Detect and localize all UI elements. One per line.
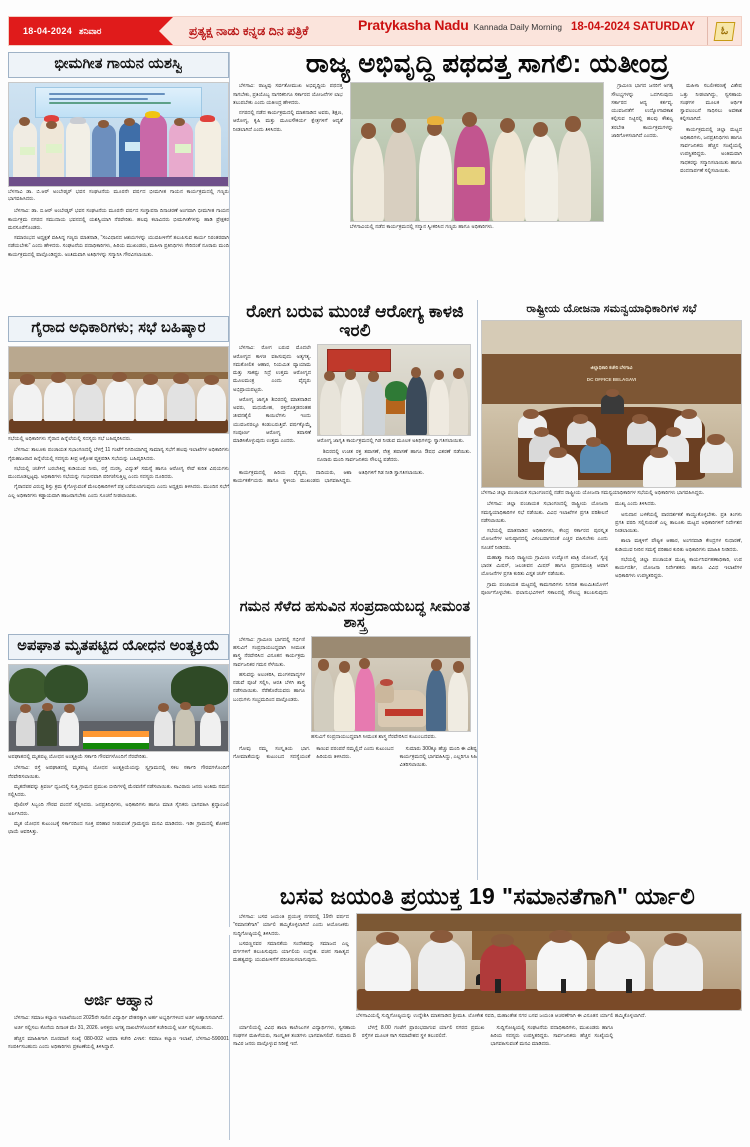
rashtriya-para-0: ಬೆಳಗಾವಿ: ಜಿಲ್ಲಾ ಪಂಚಾಯತ ಸಭಾಂಗಣದಲ್ಲಿ ರಾಷ್ಟ್ರೀಯ ಯೋಜನಾ ಸಮನ್ವಯಾಧಿಕಾರಿಗಳ ಸಭೆ ನಡೆಯಿತು. ವಿವಿಧ ಇಲಾಖೆಗಳ ಪ್ರಗತಿ ಪರಿಶೀಲನೆ ನಡೆಸಲಾಯಿತು.: [481, 501, 608, 524]
dc-office-board-line1: ಜಿಲ್ಲಾಧಿಕಾರಿ ಕಚೇರಿ ಬೆಳಗಾವಿ: [590, 365, 633, 371]
masthead-spacer: [308, 17, 358, 45]
bhimageeta-heading-text: ಭೀಮಗೀತ ಗಾಯನ ಯಶಸ್ವಿ: [54, 56, 183, 72]
bhimageeta-body: [8, 207, 229, 259]
roga-para-3: ಕಾರ್ಯಕ್ರಮದಲ್ಲಿ ಹಿರಿಯ ವೈದ್ಯರು, ದಾದಿಯರು, ಆಶಾ ಕಾರ್ಯಕರ್ತೆಯರು ಹಾಗೂ ಸ್ಥಳೀಯ ಮುಖಂಡರು ಭಾಗವಹಿಸಿದ್ದರು. ಅತಿಥಿಗಳಿಗೆ ಗಿಡ ನೀಡಿ ಸ್ವಾಗತಿಸಲಾಯಿತು.: [233, 469, 425, 484]
masthead-brand: [358, 17, 707, 45]
basava-para-1: ಬಸವಣ್ಣನವರ ಸಮಾನತೆಯ ಸಂದೇಶವನ್ನು ಸಮಾಜದ ಎಲ್ಲ ವರ್ಗಗಳಿಗೆ ತಲುಪಿಸುವುದು ರ್ಯಾಲಿಯ ಉದ್ದೇಶ. ವಚನ ಸಾಹಿತ್ಯದ ಮಹತ್ವವನ್ನು ಯುವಪೀಳಿಗೆಗೆ ಪರಿಚಯಿಸಲಾಗುವುದು.: [233, 940, 349, 964]
rashtriya-para-6: ಸಭೆಯಲ್ಲಿ ಜಿಲ್ಲಾ ಪಂಚಾಯತ ಮುಖ್ಯ ಕಾರ್ಯನಿರ್ವಹಣಾಧಿಕಾರಿ, ಉಪ ಕಾರ್ಯದರ್ಶಿ, ಯೋಜನಾ ನಿರ್ದೇಶಕರು ಹಾಗೂ ವಿವಿಧ ಇಲಾಖೆಗಳ ಅಧಿಕಾರಿಗಳು ಉಪಸ್ಥಿತರಿದ್ದರು.: [615, 556, 742, 580]
rashtriya-body: [481, 500, 742, 597]
article-apaghata: [8, 634, 229, 838]
gamana-col-1: [233, 636, 305, 742]
main-headline: ರಾಜ್ಯ ಅಭಿವೃದ್ಧಿ ಪಥದತ್ತ ಸಾಗಲಿ: ಯತೀಂದ್ರ: [305, 48, 670, 78]
apaghata-heading-text: ಅಪಘಾತ ಮೃತಪಟ್ಟಿದ ಯೋಧನ ಅಂತ್ಯಕ್ರಿಯೆ: [17, 638, 220, 654]
gamana-grid: [233, 636, 477, 742]
photo-bhimageeta: [8, 82, 229, 187]
rashtriya-para-4: ಅನುದಾನ ಬಳಕೆಯಲ್ಲಿ ಪಾರದರ್ಶಕತೆ ಕಾಯ್ದುಕೊಳ್ಳಬೇಕು. ಪ್ರತಿ ತಿಂಗಳು ಪ್ರಗತಿ ವರದಿ ಸಲ್ಲಿಸುವಂತೆ ಎಲ್ಲ ತಾಲೂಕು ಮಟ್ಟದ ಅಧಿಕಾರಿಗಳಿಗೆ ನಿರ್ದೇಶನ ನೀಡಲಾಯಿತು.: [615, 511, 742, 535]
gamana-col-rest: [233, 745, 477, 770]
article-gamana: [233, 600, 477, 769]
roga-para-1: ಆರೋಗ್ಯ ಜಾಗೃತಿ ಶಿಬಿರದಲ್ಲಿ ಮಾತನಾಡಿದ ಅವರು, ಮಧುಮೇಹ, ರಕ್ತದೊತ್ತಡದಂತಹ ಜೀವನಶೈಲಿ ಕಾಯಿಲೆಗಳು ಇಂದು ಯುವಜನರಲ್ಲೂ ಕಂಡುಬರುತ್ತಿವೆ. ವರ್ಷಕ್ಕೊಮ್ಮೆ ಸಂಪೂರ್ಣ ಆರೋಗ್ಯ ತಪಾಸಣೆ ಮಾಡಿಸಿಕೊಳ್ಳುವುದು ಉತ್ತಮ ಎಂದರು.: [233, 396, 311, 445]
arji-heading: ಅರ್ಜಿ ಆಹ್ವಾನ: [84, 992, 153, 1009]
gamana-para-0: ಬೆಳಗಾವಿ: ಗ್ರಾಮೀಣ ಭಾಗದಲ್ಲಿ ಗರ್ಭಿಣಿ ಹಸುವಿಗೆ ಸಂಪ್ರದಾಯಬದ್ಧವಾಗಿ ಸೀಮಂತ ಶಾಸ್ತ್ರ ನೆರವೇರಿಸಿದ ವಿನೂತನ ಕಾರ್ಯಕ್ರಮ ಸಾರ್ವಜನಿಕರ ಗಮನ ಸೆಳೆಯಿತು.: [233, 636, 305, 668]
stage-banner: [35, 87, 201, 118]
apaghata-heading: [8, 634, 229, 660]
photo-main-caption: ಬೆಳಗಾವಿಯಲ್ಲಿ ನಡೆದ ಕಾರ್ಯಕ್ರಮದಲ್ಲಿ ಸನ್ಮಾನ ಸ್ವೀಕರಿಸಿದ ಗಣ್ಯರು ಹಾಗೂ ಅಧಿಕಾರಿಗಳು.: [349, 224, 494, 231]
masthead-logo: [707, 17, 741, 45]
gairada-body: [8, 446, 229, 500]
apaghata-body: [8, 764, 229, 836]
basava-photo-wrap: [356, 913, 742, 1021]
photo-apaghata: [8, 664, 229, 752]
basava-para-3: ಬೆಳಗ್ಗೆ 8.00 ಗಂಟೆಗೆ ಪ್ರಾರಂಭವಾಗುವ ರ್ಯಾಲಿ ನಗರದ ಪ್ರಮುಖ ರಸ್ತೆಗಳ ಮೂಲಕ ಸಾಗಿ ಸಮಾವೇಶದ ಸ್ಥಳ ತಲುಪಲಿದೆ.: [361, 1024, 485, 1040]
main-para-3: ಮಹಿಳಾ ಸಬಲೀಕರಣಕ್ಕೆ ವಿಶೇಷ ಒತ್ತು ನೀಡಲಾಗಿದ್ದು, ಸ್ವಸಹಾಯ ಸಂಘಗಳ ಮೂಲಕ ಆರ್ಥಿಕ ಸ್ವಾವಲಂಬನೆ ಸಾಧಿಸಲು ಅವಕಾಶ ಕಲ್ಪಿಸಲಾಗಿದೆ.: [680, 83, 743, 123]
photo-gamana-caption: ಹಸುವಿಗೆ ಸಂಪ್ರದಾಯಬದ್ಧವಾಗಿ ಸೀಮಂತ ಶಾಸ್ತ್ರ ನೆರವೇರಿಸಿದ ಕುಟುಂಬದವರು.: [311, 733, 437, 740]
gamana-para-1: ಹಸುವನ್ನು ಅಲಂಕರಿಸಿ, ಮಂಗಳವಾದ್ಯಗಳ ನಡುವೆ ಪೂಜೆ ಸಲ್ಲಿಸಿ, ಆರತಿ ಬೆಳಗಿ ಶಾಸ್ತ್ರ ನಡೆಸಲಾಯಿತು. ನೆರೆಹೊರೆಯವರು ಹಾಗೂ ಬಂಧುಗಳು ಸಂಭ್ರಮದಿಂದ ಪಾಲ್ಗೊಂಡರು.: [233, 671, 305, 703]
masthead: [8, 16, 742, 46]
photo-bhimageeta-caption: ಬೆಳಗಾವಿ ಡಾ. ಬಿ.ಆರ್ ಅಂಬೇಡ್ಕರ್ ಭವನ ಸಂಘಟನೆಯ ಮೂರನೇ ವರ್ಷದ ಭೀಮಗೀತ ಗಾಯನ ಕಾರ್ಯಕ್ರಮದಲ್ಲಿ ಗಣ್ಯರು ಭಾಗವಹಿಸಿದರು.: [8, 188, 229, 203]
masthead-date-badge: [9, 17, 159, 45]
main-col-4: [680, 82, 742, 232]
main-photo-wrap: [350, 82, 604, 232]
photo-apaghata-caption: ಅಪಘಾತದಲ್ಲಿ ಮೃತಪಟ್ಟ ಯೋಧನ ಅಂತ್ಯಕ್ರಿಯೆ ಸರ್ಕಾರಿ ಗೌರವಗಳೊಂದಿಗೆ ನೆರವೇರಿತು.: [8, 753, 148, 760]
roga-col-1: [233, 344, 311, 466]
basava-body-rest: [233, 1024, 742, 1049]
gairada-heading: [8, 316, 229, 342]
apaghata-para-0: ಬೆಳಗಾವಿ: ರಸ್ತೆ ಅಪಘಾತದಲ್ಲಿ ಮೃತಪಟ್ಟ ಯೋಧನ ಅಂತ್ಯಕ್ರಿಯೆಯನ್ನು ಸ್ವಗ್ರಾಮದಲ್ಲಿ ಸಕಲ ಸರ್ಕಾರಿ ಗೌರವಗಳೊಂದಿಗೆ ನೆರವೇರಿಸಲಾಯಿತು.: [8, 765, 229, 780]
masthead-brand-subtitle: Kannada Daily Morning: [473, 22, 562, 32]
photo-gamana: [311, 636, 471, 732]
rashtriya-para-2: ಮಹಾತ್ಮಾ ಗಾಂಧಿ ರಾಷ್ಟ್ರೀಯ ಗ್ರಾಮೀಣ ಉದ್ಯೋಗ ಖಾತ್ರಿ ಯೋಜನೆ, ಸ್ವಚ್ಛ ಭಾರತ ಮಿಷನ್, ಜಲಜೀವನ ಮಿಷನ್ ಹಾಗೂ ಪ್ರಧಾನಮಂತ್ರಿ ಆವಾಸ ಯೋಜನೆಗಳ ಪ್ರಗತಿ ಕುರಿತು ವಿಸ್ತೃತ ಚರ್ಚೆ ನಡೆಯಿತು.: [481, 554, 608, 578]
roga-grid: [233, 344, 477, 466]
roga-col-3: [233, 469, 477, 486]
main-col-1: [233, 82, 343, 232]
photo-gairada: [8, 346, 229, 434]
dc-office-board-line2: DC OFFICE BELAGAVI: [586, 377, 637, 383]
arji-body: [8, 1014, 229, 1051]
roga-para-0: ಬೆಳಗಾವಿ: ರೋಗ ಬರುವ ಮೊದಲೇ ಆರೋಗ್ಯದ ಕಾಳಜಿ ವಹಿಸುವುದು ಅತ್ಯಗತ್ಯ. ಸಮತೋಲಿತ ಆಹಾರ, ನಿಯಮಿತ ವ್ಯಾಯಾಮ ಮತ್ತು ಸಾಕಷ್ಟು ನಿದ್ರೆ ಉತ್ತಮ ಆರೋಗ್ಯದ ಮೂಲಮಂತ್ರ ಎಂದು ವೈದ್ಯರು ಅಭಿಪ್ರಾಯಪಟ್ಟರು.: [233, 345, 311, 393]
main-para-1: ನಗರದಲ್ಲಿ ನಡೆದ ಕಾರ್ಯಕ್ರಮದಲ್ಲಿ ಮಾತನಾಡಿದ ಅವರು, ಶಿಕ್ಷಣ, ಆರೋಗ್ಯ, ಕೃಷಿ ಮತ್ತು ಮೂಲಸೌಕರ್ಯ ಕ್ಷೇತ್ರಗಳಿಗೆ ಆದ್ಯತೆ ನೀಡಲಾಗಿದೆ ಎಂದು ತಿಳಿಸಿದರು.: [233, 110, 343, 133]
arji-para-0: ಬೆಳಗಾವಿ: ಸಮಾಜ ಕಲ್ಯಾಣ ಇಲಾಖೆಯಿಂದ 2025ನೇ ಸಾಲಿನ ವಿದ್ಯಾರ್ಥಿ ವೇತನಕ್ಕಾಗಿ ಅರ್ಹ ಅಭ್ಯರ್ಥಿಗಳಿಂದ ಅರ್ಜಿ ಆಹ್ವಾನಿಸಲಾಗಿದೆ.: [14, 1015, 224, 1021]
roga-para-2: ಶಿಬಿರದಲ್ಲಿ ಉಚಿತ ರಕ್ತ ತಪಾಸಣೆ, ನೇತ್ರ ತಪಾಸಣೆ ಹಾಗೂ ಔಷಧ ವಿತರಣೆ ನಡೆಯಿತು. ನೂರಾರು ಮಂದಿ ಸಾರ್ವಜನಿಕರು ಸೌಲಭ್ಯ ಪಡೆದರು.: [317, 449, 471, 464]
arji-para-2: ಹೆಚ್ಚಿನ ಮಾಹಿತಿಗಾಗಿ ದೂರವಾಣಿ ಸಂಖ್ಯೆ 080-002 ಅಥವಾ ಕಚೇರಿ ವಿಳಾಸ: ಸಮಾಜ ಕಲ್ಯಾಣ ಇಲಾಖೆ, ಬೆಳಗಾವಿ-590001 ಸಂಪರ್ಕಿಸಬಹುದು ಎಂದು ಅಧಿಕಾರಿಗಳು ಪ್ರಕಟಣೆಯಲ್ಲಿ ತಿಳಿಸಿದ್ದಾರೆ.: [8, 1035, 229, 1050]
photo-rashtriya: [481, 320, 742, 488]
masthead-kannada-tagline: ಪ್ರತ್ಯಕ್ಷ ನಾಡು ಕನ್ನಡ ದಿನ ಪತ್ರಿಕೆ: [189, 23, 309, 38]
column-divider-2: [477, 300, 478, 880]
main-col-3: [611, 82, 673, 232]
gamana-heading: ಗಮನ ಸೆಳೆದ ಹಸುವಿನ ಸಂಪ್ರದಾಯಬದ್ಧ ಸೀಮಂತ ಶಾಸ್ತ್ರ: [239, 599, 471, 631]
basava-para-0: ಬೆಳಗಾವಿ: ಬಸವ ಜಯಂತಿ ಪ್ರಯುಕ್ತ ನಗರದಲ್ಲಿ 19ನೇ ವರ್ಷದ "ಸಮಾನತೆಗಾಗಿ" ರ್ಯಾಲಿ ಹಮ್ಮಿಕೊಳ್ಳಲಾಗಿದೆ ಎಂದು ಆಯೋಜಕರು ಸುದ್ದಿಗೋಷ್ಠಿಯಲ್ಲಿ ತಿಳಿಸಿದರು.: [233, 914, 349, 937]
article-arji: [8, 988, 229, 1053]
roga-heading: ರೋಗ ಬರುವ ಮುಂಚೆ ಆರೋಗ್ಯ ಕಾಳಜಿ ಇರಲಿ: [246, 302, 464, 340]
gamana-photo-wrap: [311, 636, 471, 742]
apaghata-para-3: ಮೃತ ಯೋಧನ ಕುಟುಂಬಕ್ಕೆ ಸರ್ಕಾರದಿಂದ ಸೂಕ್ತ ಪರಿಹಾರ ನೀಡುವಂತೆ ಗ್ರಾಮಸ್ಥರು ಮನವಿ ಮಾಡಿದರು. ಇಡೀ ಗ್ರಾಮದಲ್ಲಿ ಶೋಕದ ಛಾಯೆ ಆವರಿಸಿತ್ತು.: [8, 820, 229, 836]
photo-basava-caption: ಬೆಳಗಾವಿಯಲ್ಲಿ ಸುದ್ದಿಗೋಷ್ಠಿಯನ್ನು ಉದ್ದೇಶಿಸಿ ಮಾತನಾಡಿದ ಶ್ರೀಮತಿ. ಲೋಕೇಶ ಸವದಿ, ಮಹಾಂತೇಶ ನಗರ ಬಸವ ಜಯಂತಿ ಆಚರಣೆಗಾಗಿ ಈ ವಿನೂತನ ರ್ಯಾಲಿ ಹಮ್ಮಿಕೊಳ್ಳಲಾಗಿದೆ.: [356, 1013, 646, 1020]
column-divider-3: [229, 935, 230, 1140]
column-divider-1: [229, 52, 230, 927]
roga-photo-wrap: [317, 344, 471, 466]
article-rashtriya: [481, 303, 742, 597]
photo-roga-caption: ಆರೋಗ್ಯ ಜಾಗೃತಿ ಕಾರ್ಯಕ್ರಮದಲ್ಲಿ ಗಿಡ ನೀಡುವ ಮೂಲಕ ಅತಿಥಿಗಳನ್ನು ಸ್ವಾಗತಿಸಲಾಯಿತು.: [317, 438, 465, 445]
gairada-para-2: ಗೈರಾದವರ ವಿರುದ್ಧ ಶಿಸ್ತು ಕ್ರಮ ಕೈಗೊಳ್ಳುವಂತೆ ಮೇಲಧಿಕಾರಿಗಳಿಗೆ ಪತ್ರ ಬರೆಯಲಾಗುವುದು ಎಂದು ಅಧ್ಯಕ್ಷರು ತಿಳಿಸಿದರು. ಮುಂದಿನ ಸಭೆಗೆ ಎಲ್ಲ ಅಧಿಕಾರಿಗಳು ಕಡ್ಡಾಯವಾಗಿ ಹಾಜರಾಗಬೇಕು ಎಂದು ಸೂಚನೆ ನೀಡಲಾಯಿತು.: [8, 484, 229, 499]
gamana-para-2: ಗೋವು ನಮ್ಮ ಸಂಸ್ಕೃತಿಯ ಭಾಗ. ಗೋಮಾತೆಯನ್ನು ಕುಟುಂಬದ ಸದಸ್ಯೆಯಂತೆ ಕಾಣುವ ಪರಂಪರೆ ನಮ್ಮಲ್ಲಿದೆ ಎಂದು ಕುಟುಂಬದ ಹಿರಿಯರು ತಿಳಿಸಿದರು.: [233, 745, 394, 760]
basava-grid: [233, 913, 742, 1021]
article-gairada: [8, 316, 229, 502]
main-article-grid: [233, 82, 742, 232]
masthead-day: ಶನಿವಾರ: [79, 25, 102, 36]
main-para-0: ಬೆಳಗಾವಿ: ರಾಜ್ಯವು ಸರ್ವತೋಮುಖ ಅಭಿವೃದ್ಧಿಯ ಪಥದತ್ತ ಸಾಗಬೇಕು, ಪ್ರತಿಯೊಬ್ಬ ನಾಗರಿಕನಿಗೂ ಸರ್ಕಾರದ ಯೋಜನೆಗಳ ಲಾಭ ತಲುಪಬೇಕು ಎಂದು ಯತೀಂದ್ರ ಹೇಳಿದರು.: [233, 83, 343, 106]
article-basava: [233, 884, 742, 1049]
masthead-date: 18-04-2024: [23, 26, 73, 36]
roga-col-2-lower: [317, 448, 471, 465]
basava-col-1: [233, 913, 349, 1021]
gairada-para-1: ಸಭೆಯಲ್ಲಿ ಚರ್ಚೆಗೆ ಬರಬೇಕಿದ್ದ ಕುಡಿಯುವ ನೀರು, ರಸ್ತೆ ದುರಸ್ತಿ, ವಿದ್ಯುತ್ ಸಮಸ್ಯೆ ಹಾಗೂ ಆರೋಗ್ಯ ಸೇವೆ ಕುರಿತ ವಿಷಯಗಳು ಮುಂದೂಡಲ್ಪಟ್ಟವು. ಅಧಿಕಾರಿಗಳು ಸಭೆಯನ್ನು ಗಂಭೀರವಾಗಿ ಪರಿಗಣಿಸುತ್ತಿಲ್ಲ ಎಂದು ಸದಸ್ಯರು ದೂರಿದರು.: [8, 465, 229, 481]
photo-gairada-caption: ಸಭೆಯಲ್ಲಿ ಅಧಿಕಾರಿಗಳು ಗೈರಾದ ಹಿನ್ನೆಲೆಯಲ್ಲಿ ಸದಸ್ಯರು ಸಭೆ ಬಹಿಷ್ಕರಿಸಿದರು.: [8, 435, 132, 442]
bhimageeta-para-1: ಸಮಾರಂಭದ ಅಧ್ಯಕ್ಷತೆ ವಹಿಸಿದ್ದ ಗಣ್ಯರು ಮಾತನಾಡಿ, "ಸಂವಿಧಾನದ ಆಶಯಗಳನ್ನು ಯುವಪೀಳಿಗೆಗೆ ತಲುಪಿಸುವ ಕಾರ್ಯ ನಿರಂತರವಾಗಿ ನಡೆಯಬೇಕು" ಎಂದು ಹೇಳಿದರು. ಸಂಘಟನೆಯ ಪದಾಧಿಕಾರಿಗಳು, ಹಿರಿಯ ಮುಖಂಡರು, ಮಹಿಳಾ ಪ್ರತಿನಿಧಿಗಳು ಸೇರಿದಂತೆ ನೂರಾರು ಮಂದಿ ಕಾರ್ಯಕ್ರಮದಲ್ಲಿ ಪಾಲ್ಗೊಂಡಿದ್ದರು. ಅಂತಿಮವಾಗಿ ಅತಿಥಿಗಳನ್ನು ಸನ್ಮಾನಿಸಿ ಗೌರವಿಸಲಾಯಿತು.: [8, 235, 229, 258]
basava-para-2: ರ್ಯಾಲಿಯಲ್ಲಿ ವಿವಿಧ ಶಾಲಾ ಕಾಲೇಜುಗಳ ವಿದ್ಯಾರ್ಥಿಗಳು, ಸ್ವಸಹಾಯ ಸಂಘಗಳ ಮಹಿಳೆಯರು, ಸಾಂಸ್ಕೃತಿಕ ತಂಡಗಳು ಭಾಗವಹಿಸಲಿವೆ. ಸುಮಾರು 8 ಸಾವಿರ ಜನರು ಪಾಲ್ಗೊಳ್ಳುವ ನಿರೀಕ್ಷೆ ಇದೆ.: [233, 1024, 356, 1048]
arji-para-1: ಅರ್ಜಿ ಸಲ್ಲಿಸಲು ಕೊನೆಯ ದಿನಾಂಕ ಮೇ 31, 2026. ಆಸಕ್ತರು ಅಗತ್ಯ ದಾಖಲೆಗಳೊಂದಿಗೆ ಕಚೇರಿಯಲ್ಲಿ ಅರ್ಜಿ ಸಲ್ಲಿಸಬಹುದು.: [14, 1025, 213, 1032]
article-main: [233, 50, 742, 232]
gairada-para-0: ಬೆಳಗಾವಿ: ತಾಲೂಕು ಪಂಚಾಯತ ಸಭಾಂಗಣದಲ್ಲಿ ಬೆಳಗ್ಗೆ 11 ಗಂಟೆಗೆ ನಿಗದಿಯಾಗಿದ್ದ ಸಾಮಾನ್ಯ ಸಭೆಗೆ ಹಲವು ಇಲಾಖೆಗಳ ಅಧಿಕಾರಿಗಳು ಗೈರುಹಾಜರಾದ ಹಿನ್ನೆಲೆಯಲ್ಲಿ ಸದಸ್ಯರು ತೀವ್ರ ಆಕ್ರೋಶ ವ್ಯಕ್ತಪಡಿಸಿ ಸಭೆಯನ್ನು ಬಹಿಷ್ಕರಿಸಿದರು.: [8, 447, 229, 462]
apaghata-para-1: ಮೃತದೇಹವನ್ನು ತ್ರಿವರ್ಣ ಧ್ವಜದಲ್ಲಿ ಸುತ್ತಿ ಗ್ರಾಮದ ಪ್ರಮುಖ ಬೀದಿಗಳಲ್ಲಿ ಮೆರವಣಿಗೆ ನಡೆಸಲಾಯಿತು. ಸಾವಿರಾರು ಜನರು ಅಂತಿಮ ನಮನ ಸಲ್ಲಿಸಿದರು.: [8, 783, 229, 799]
main-para-2: ಗ್ರಾಮೀಣ ಭಾಗದ ಜನರಿಗೆ ಅಗತ್ಯ ಸೌಲಭ್ಯಗಳನ್ನು ಒದಗಿಸುವುದು ಸರ್ಕಾರದ ಆದ್ಯ ಕರ್ತವ್ಯ. ಯುವಜನತೆಗೆ ಉದ್ಯೋಗಾವಕಾಶ ಕಲ್ಪಿಸುವ ನಿಟ್ಟಿನಲ್ಲಿ ಹಲವು ಕೌಶಲ್ಯ ತರಬೇತಿ ಕಾರ್ಯಕ್ರಮಗಳನ್ನು ಜಾರಿಗೊಳಿಸಲಾಗಿದೆ ಎಂದರು.: [611, 83, 674, 139]
basava-para-4: ಸುದ್ದಿಗೋಷ್ಠಿಯಲ್ಲಿ ಸಂಘಟನೆಯ ಪದಾಧಿಕಾರಿಗಳು, ಮುಖಂಡರು ಹಾಗೂ ಹಿರಿಯ ಸದಸ್ಯರು ಉಪಸ್ಥಿತರಿದ್ದರು. ಸಾರ್ವಜನಿಕರು ಹೆಚ್ಚಿನ ಸಂಖ್ಯೆಯಲ್ಲಿ ಭಾಗವಹಿಸುವಂತೆ ಮನವಿ ಮಾಡಿದರು.: [490, 1024, 614, 1048]
apaghata-para-2: ಪೊಲೀಸ್ ಸಿಬ್ಬಂದಿ ಗೌರವ ವಂದನೆ ಸಲ್ಲಿಸಿದರು. ಜನಪ್ರತಿನಿಧಿಗಳು, ಅಧಿಕಾರಿಗಳು ಹಾಗೂ ಮಾಜಿ ಸೈನಿಕರು ಭಾಗವಹಿಸಿ ಶ್ರದ್ಧಾಂಜಲಿ ಅರ್ಪಿಸಿದರು.: [8, 802, 229, 817]
gamana-para-3: ಸುಮಾರು 300ಕ್ಕೂ ಹೆಚ್ಚು ಮಂದಿ ಈ ವಿಶಿಷ್ಟ ಕಾರ್ಯಕ್ರಮದಲ್ಲಿ ಭಾಗವಹಿಸಿದ್ದು, ಎಲ್ಲರಿಗೂ ಸಿಹಿ ವಿತರಿಸಲಾಯಿತು.: [399, 745, 477, 769]
photo-rashtriya-caption: ಬೆಳಗಾವಿ ಜಿಲ್ಲಾ ಪಂಚಾಯತ ಸಭಾಂಗಣದಲ್ಲಿ ನಡೆದ ರಾಷ್ಟ್ರೀಯ ಯೋಜನಾ ಸಮನ್ವಯಾಧಿಕಾರಿಗಳ ಸಭೆಯಲ್ಲಿ ಅಧಿಕಾರಿಗಳು ಭಾಗವಹಿಸಿದ್ದರು.: [481, 489, 705, 496]
article-roga: [233, 303, 477, 485]
basava-heading: ಬಸವ ಜಯಂತಿ ಪ್ರಯುಕ್ತ 19 "ಸಮಾನತೆಗಾಗಿ" ರ್ಯಾಲಿ: [279, 883, 696, 909]
photo-main: [350, 82, 604, 222]
photo-basava: [356, 913, 742, 1011]
bhimageeta-para-0: ಬೆಳಗಾವಿ: ಡಾ. ಬಿ.ಆರ್ ಅಂಬೇಡ್ಕರ್ ಭವನ ಸಂಘಟನೆಯ ಮೂರನೇ ವರ್ಷದ ಸಂಸ್ಥಾಪನಾ ದಿನಾಚರಣೆ ಅಂಗವಾಗಿ ಭೀಮಗೀತ ಗಾಯನ ಕಾರ್ಯಕ್ರಮ ನಗರದ ಸಮುದಾಯ ಭವನದಲ್ಲಿ ಯಶಸ್ವಿಯಾಗಿ ನೆರವೇರಿತು. ಹಲವು ಕಲಾವಿದರು ಭೀಮಗೀತೆಗಳನ್ನು ಹಾಡಿ ಪ್ರೇಕ್ಷಕರ ಮನಸೂರೆಗೊಂಡರು.: [8, 208, 229, 231]
bhimageeta-heading: [8, 52, 229, 78]
photo-roga: [317, 344, 471, 436]
gairada-heading-text: ಗೈರಾದ ಅಧಿಕಾರಿಗಳು; ಸಭೆ ಬಹಿಷ್ಕಾರ: [31, 320, 206, 336]
masthead-brand-date: 18-04-2024 SATURDAY: [570, 21, 695, 33]
rashtriya-para-3: ಗ್ರಾಮ ಪಂಚಾಯತ ಮಟ್ಟದಲ್ಲಿ ಕಾಮಗಾರಿಗಳು ನಿಗದಿತ ಕಾಲಮಿತಿಯೊಳಗೆ ಪೂರ್ಣಗೊಳ್ಳಬೇಕು. ಫಲಾನುಭವಿಗಳಿಗೆ ಸಕಾಲದಲ್ಲಿ ಸೌಲಭ್ಯ ತಲುಪಿಸುವುದು ಮುಖ್ಯ ಎಂದು ತಿಳಿಸಿದರು.: [481, 501, 657, 596]
masthead-brand-name: Pratykasha Nadu: [358, 17, 469, 33]
rashtriya-para-5: ಶಾಲಾ ಮಕ್ಕಳಿಗೆ ಪೌಷ್ಟಿಕ ಆಹಾರ, ಅಂಗನವಾಡಿ ಕೇಂದ್ರಗಳ ಸುಧಾರಣೆ, ಕುಡಿಯುವ ನೀರಿನ ಸಮಸ್ಯೆ ಪರಿಹಾರ ಕುರಿತು ಅಧಿಕಾರಿಗಳು ಮಾಹಿತಿ ನೀಡಿದರು.: [615, 538, 742, 553]
om-logo-icon: ಓ: [714, 22, 736, 41]
main-para-4: ಕಾರ್ಯಕ್ರಮದಲ್ಲಿ ಜಿಲ್ಲಾ ಮಟ್ಟದ ಅಧಿಕಾರಿಗಳು, ಜನಪ್ರತಿನಿಧಿಗಳು ಹಾಗೂ ಸಾರ್ವಜನಿಕರು ಹೆಚ್ಚಿನ ಸಂಖ್ಯೆಯಲ್ಲಿ ಉಪಸ್ಥಿತರಿದ್ದರು. ಅಂತಿಮವಾಗಿ ಸಾಧಕರನ್ನು ಸನ್ಮಾನಿಸಲಾಯಿತು ಹಾಗೂ ವಂದನಾರ್ಪಣೆ ಸಲ್ಲಿಸಲಾಯಿತು.: [680, 126, 743, 174]
rashtriya-para-1: ಸಭೆಯಲ್ಲಿ ಮಾತನಾಡಿದ ಅಧಿಕಾರಿಗಳು, ಕೇಂದ್ರ ಸರ್ಕಾರದ ಪುರಸ್ಕೃತ ಯೋಜನೆಗಳ ಅನುಷ್ಠಾನದಲ್ಲಿ ವಿಳಂಬವಾಗದಂತೆ ಎಚ್ಚರ ವಹಿಸಬೇಕು ಎಂದು ಸೂಚನೆ ನೀಡಿದರು.: [481, 528, 608, 551]
article-bhimageeta: [8, 52, 229, 261]
rashtriya-heading: ರಾಷ್ಟ್ರೀಯ ಯೋಜನಾ ಸಮನ್ವಯಾಧಿಕಾರಿಗಳ ಸಭೆ: [526, 303, 697, 315]
